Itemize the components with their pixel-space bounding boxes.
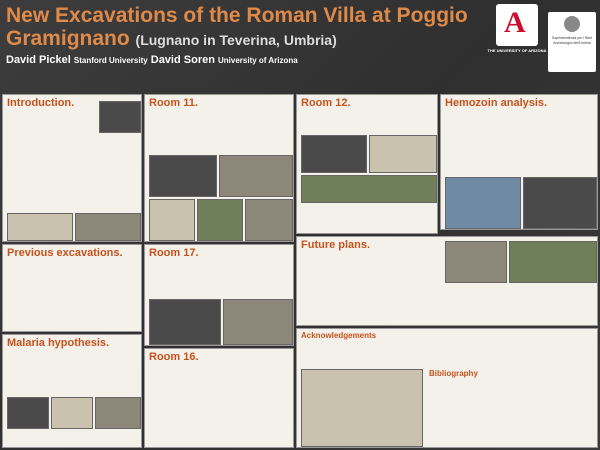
introduction-heading: Introduction. — [7, 97, 75, 109]
team-photo — [301, 369, 423, 447]
emblem-icon — [564, 16, 580, 32]
ua-letter: A — [504, 6, 526, 39]
room11-finds-2 — [197, 199, 243, 241]
author1-affiliation: Stanford University — [73, 56, 148, 65]
room11-finds-3 — [245, 199, 293, 241]
room11-finds-1 — [149, 199, 195, 241]
title-line1: New Excavations of the Roman Villa at Poggio — [6, 4, 468, 27]
malaria-panel — [2, 334, 142, 448]
poster-title — [6, 4, 476, 52]
acknowledgements-panel — [296, 328, 598, 448]
future-photo-2 — [509, 241, 597, 283]
room12-photo-figure — [369, 135, 437, 173]
title-location: (Lugnano in Teverina, Umbria) — [135, 32, 337, 48]
title-line2: Gramignano — [6, 27, 130, 50]
intro-map-figure — [99, 101, 141, 133]
room17-photo-1 — [149, 299, 221, 345]
hemozoin-micro-figure — [523, 177, 597, 229]
room17-photo-2 — [223, 299, 293, 345]
intro-photo-figure — [75, 213, 141, 241]
hemozoin-panel — [440, 94, 598, 230]
malaria-photo-1 — [7, 397, 49, 429]
author2-name: David Soren — [150, 54, 215, 66]
malaria-heading: Malaria hypothesis. — [7, 337, 110, 349]
room17-panel — [144, 244, 294, 346]
soprintendenza-logo — [548, 12, 596, 72]
room16-heading: Room 16. — [149, 351, 199, 363]
room16-panel — [144, 348, 294, 448]
room12-section-figure — [301, 175, 437, 203]
room11-plan-figure — [149, 155, 217, 197]
acknowledgements-heading: Acknowledgements — [301, 331, 377, 340]
university-of-arizona-logo — [496, 4, 538, 46]
ua-name: THE UNIVERSITY OF ARIZONA — [487, 48, 547, 53]
previous-heading: Previous excavations. — [7, 247, 123, 259]
future-plans-panel — [296, 236, 598, 326]
malaria-photo-2 — [51, 397, 93, 429]
intro-plan-figure — [7, 213, 73, 241]
malaria-photo-3 — [95, 397, 141, 429]
authors — [6, 54, 298, 66]
soprintendenza-name: Soprintendenza per i Beni Archeologici dell'Umbria — [551, 36, 593, 45]
bibliography-heading: Bibliography — [429, 369, 478, 378]
room12-plan-figure — [301, 135, 367, 173]
introduction-panel — [2, 94, 142, 242]
author2-affiliation: University of Arizona — [218, 56, 298, 65]
room11-panel — [144, 94, 294, 242]
hemozoin-chart-figure — [445, 177, 521, 229]
logos — [486, 4, 596, 84]
room11-heading: Room 11. — [149, 97, 198, 109]
previous-excavations-panel — [2, 244, 142, 332]
room12-panel — [296, 94, 438, 234]
future-photo-1 — [445, 241, 507, 283]
room12-heading: Room 12. — [301, 97, 351, 109]
room17-heading: Room 17. — [149, 247, 199, 259]
future-heading: Future plans. — [301, 239, 371, 251]
hemozoin-heading: Hemozoin analysis. — [445, 97, 548, 109]
room11-photo-figure — [219, 155, 293, 197]
author1-name: David Pickel — [6, 54, 71, 66]
